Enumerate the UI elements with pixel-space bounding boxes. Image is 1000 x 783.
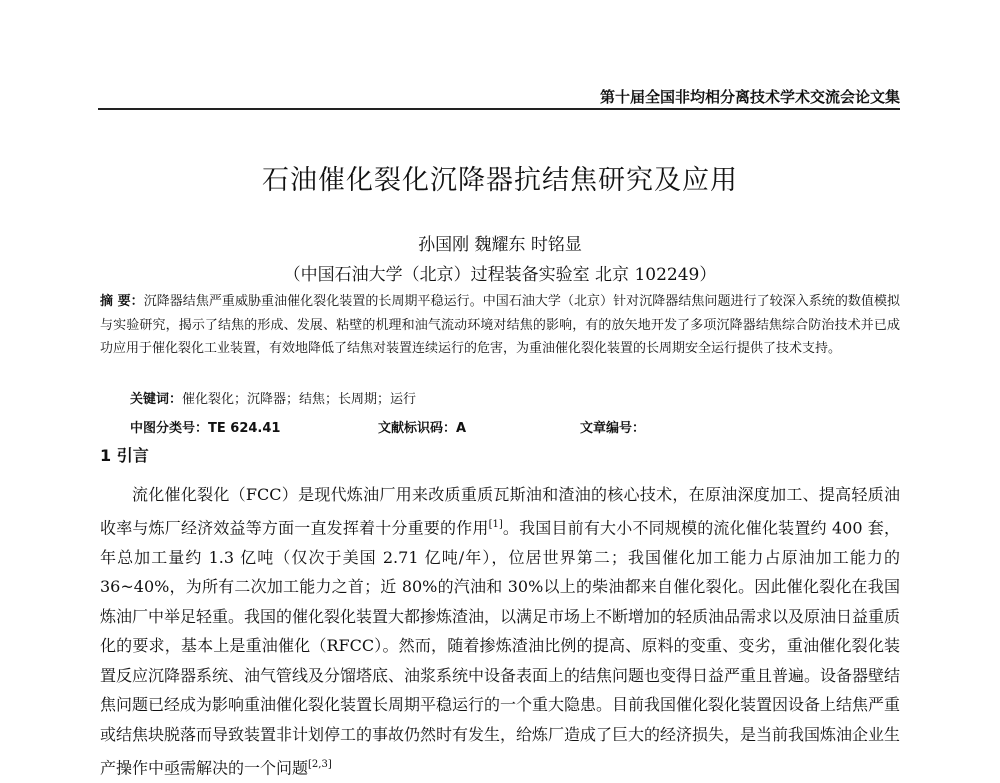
keywords-label: 关键词： <box>130 392 183 407</box>
proceedings-header: 第十届全国非均相分离技术学术交流会论文集 <box>599 88 900 106</box>
body-text-part1: 流化催化裂化（FCC）是现代炼油厂用来改质重质瓦斯油和渣油的核心技术，在原油深度加工、提高轻质油收率与炼厂经济效益等方面一直发挥着十分重要的作用 <box>100 485 900 537</box>
authors: 孙国刚 魏耀东 时铭显 <box>418 235 582 255</box>
clc-number: 中图分类号：TE 624.41 <box>130 421 281 436</box>
affiliation: （中国石油大学（北京）过程装备实验室 北京 102249） <box>283 265 717 285</box>
body-text-part2: 。我国目前有大小不同规模的流化催化装置约 400 套，年总加工量约 1.3 亿吨（仅次于美国 2.71 亿吨/年），位居世界第二；我国催化加工能力占原油加工能力的 36~40%，为所有二次加工能力之首；近 80%的汽油和 30%以上的柴油都来自催化裂化。因此催化裂化在我国炼油厂中举足轻重。我国的催化裂化装置大都掺炼渣油，以满足市场上不断增加的轻质油品需求以及原油日益重质化的要求，基本上是重油催化（RFCC）。然而，随着掺炼渣油比例的提高、原料的变重、变劣，重油催化裂化装置反应沉降器系统、油气管线及分馏塔底、油浆系统中设备表面上的结焦问题也变得日益严重且普遍。设备器壁结焦问题已经成为影响重油催化裂化装置长周期平稳运行的一个重大隐患。目前我国催化裂化装置因设备上结焦严重或结焦块脱落而导致装置非计划停工的事故仍然时有发生，给炼厂造成了巨大的经济损失，是当前我国炼油企业生产操作中亟需解决的一个问题 <box>100 517 901 777</box>
citation-2: [2,3] <box>308 758 332 770</box>
abstract-label: 摘 要： <box>100 294 144 309</box>
header-rule <box>98 108 900 110</box>
keywords <box>130 388 416 407</box>
citation-1: [1] <box>488 518 503 530</box>
section-heading: 1 引言 <box>100 446 149 465</box>
paper-title: 石油催化裂化沉降器抗结焦研究及应用 <box>262 165 738 196</box>
abstract <box>100 290 900 361</box>
keywords-text: 催化裂化；沉降器；结焦；长周期；运行 <box>182 392 417 407</box>
document-code: 文献标识码：A <box>378 421 467 436</box>
abstract-text: 沉降器结焦严重威胁重油催化裂化装置的长周期平稳运行。中国石油大学（北京）针对沉降器结焦问题进行了较深入系统的数值模拟与实验研究，揭示了结焦的形成、发展、粘壁的机理和油气流动环境对结焦的影响，有的放矢地开发了多项沉降器结焦综合防治技术并已成功应用于催化裂化工业装置，有效地降低了结焦对装置连续运行的危害，为重油催化裂化装置的长周期安全运行提供了技术支持。 <box>100 294 900 356</box>
article-number: 文章编号： <box>580 421 646 436</box>
body-paragraph <box>100 480 900 783</box>
